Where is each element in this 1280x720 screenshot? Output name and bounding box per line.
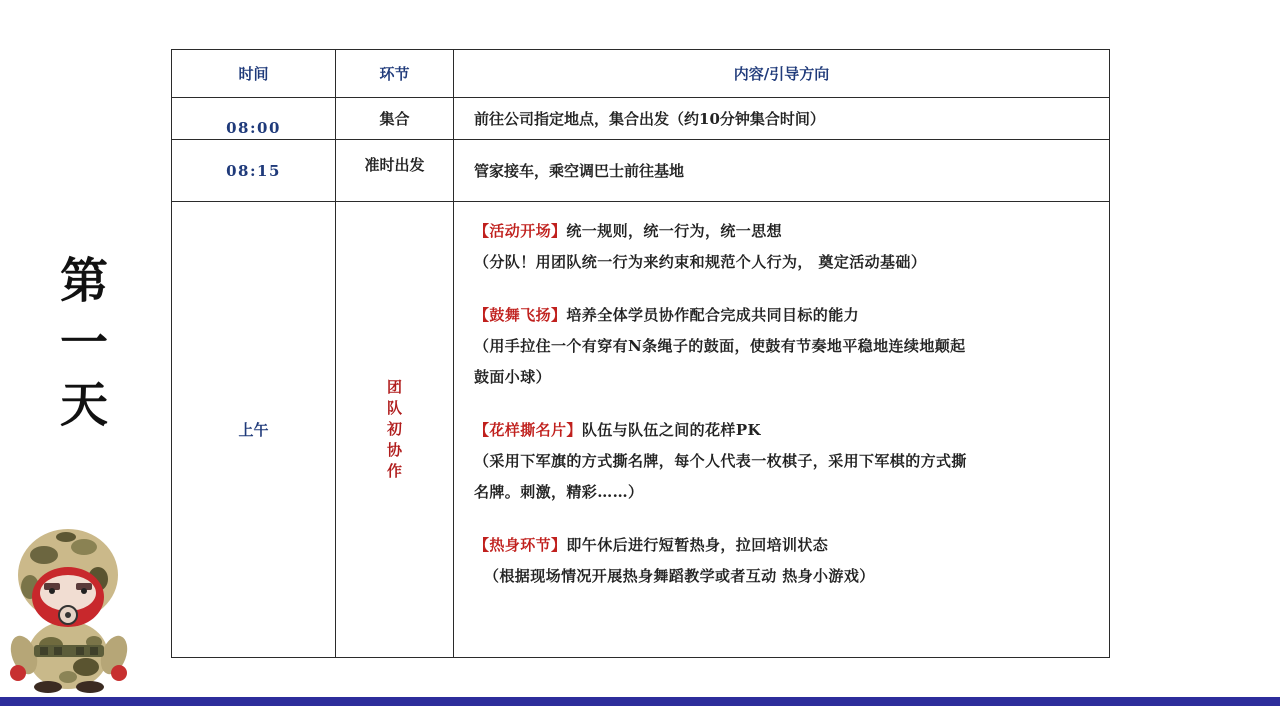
- activity-desc: （用手拉住一个有穿有N条绳子的鼓面，使鼓有节奏地平稳地连续地颠起: [474, 337, 966, 355]
- activities-cell: [454, 202, 1110, 658]
- header-content: 内容/引导方向: [454, 50, 1110, 98]
- row-time: 08:00: [172, 98, 336, 140]
- header-time: 时间: [172, 50, 336, 98]
- morning-segment: [336, 202, 454, 658]
- activity-desc: 鼓面小球）: [474, 368, 552, 386]
- bottom-bar: [0, 697, 1280, 706]
- activity-tag: 【花样撕名片】: [474, 421, 582, 439]
- header-segment: 环节: [336, 50, 454, 98]
- schedule-table: [171, 49, 1110, 658]
- activity-title: 培养全体学员协作配合完成共同目标的能力: [566, 306, 860, 324]
- day-title-char: 天: [59, 377, 108, 433]
- activity-title: 队伍与队伍之间的花样PK: [581, 421, 761, 439]
- activity-desc: （采用下军旗的方式撕名牌，每个人代表一枚棋子，采用下军棋的方式撕: [474, 452, 967, 470]
- activity-item: [474, 216, 1089, 278]
- activity-tag: 【鼓舞飞扬】: [474, 306, 567, 324]
- row-time: 08:15: [172, 140, 336, 202]
- segment-char: 作: [386, 462, 402, 480]
- row-content: 前往公司指定地点，集合出发（约10分钟集合时间）: [454, 98, 1110, 140]
- activity-item: [474, 530, 1089, 592]
- row-segment: 集合: [336, 98, 454, 140]
- activity-title: 统一规则，统一行为，统一思想: [566, 222, 783, 240]
- day-title-char: 第: [59, 253, 108, 309]
- segment-char: 初: [386, 420, 402, 438]
- table-row: [172, 98, 1110, 140]
- soldier-mascot-icon: [6, 527, 132, 695]
- day-title-char: 一: [59, 315, 108, 371]
- day-title: [56, 250, 112, 436]
- table-header-row: [172, 50, 1110, 98]
- table-row: [172, 140, 1110, 202]
- morning-time: 上午: [172, 202, 336, 658]
- row-segment: 准时出发: [336, 140, 454, 202]
- activity-item: [474, 415, 1089, 508]
- activity-tag: 【热身环节】: [474, 536, 567, 554]
- table-row-morning: [172, 202, 1110, 658]
- activity-item: [474, 300, 1089, 393]
- segment-char: 队: [386, 399, 402, 417]
- segment-char: 团: [386, 378, 402, 396]
- row-content: 管家接车，乘空调巴士前往基地: [454, 140, 1110, 202]
- activity-title: 即午休后进行短暂热身，拉回培训状态: [566, 536, 829, 554]
- activity-desc: （根据现场情况开展热身舞蹈教学或者互动 热身小游戏）: [484, 567, 875, 585]
- activity-tag: 【活动开场】: [474, 222, 567, 240]
- activity-desc: 名牌。刺激，精彩……）: [474, 483, 644, 501]
- activity-desc: （分队！用团队统一行为来约束和规范个人行为， 奠定活动基础）: [474, 253, 927, 271]
- segment-char: 协: [386, 441, 402, 459]
